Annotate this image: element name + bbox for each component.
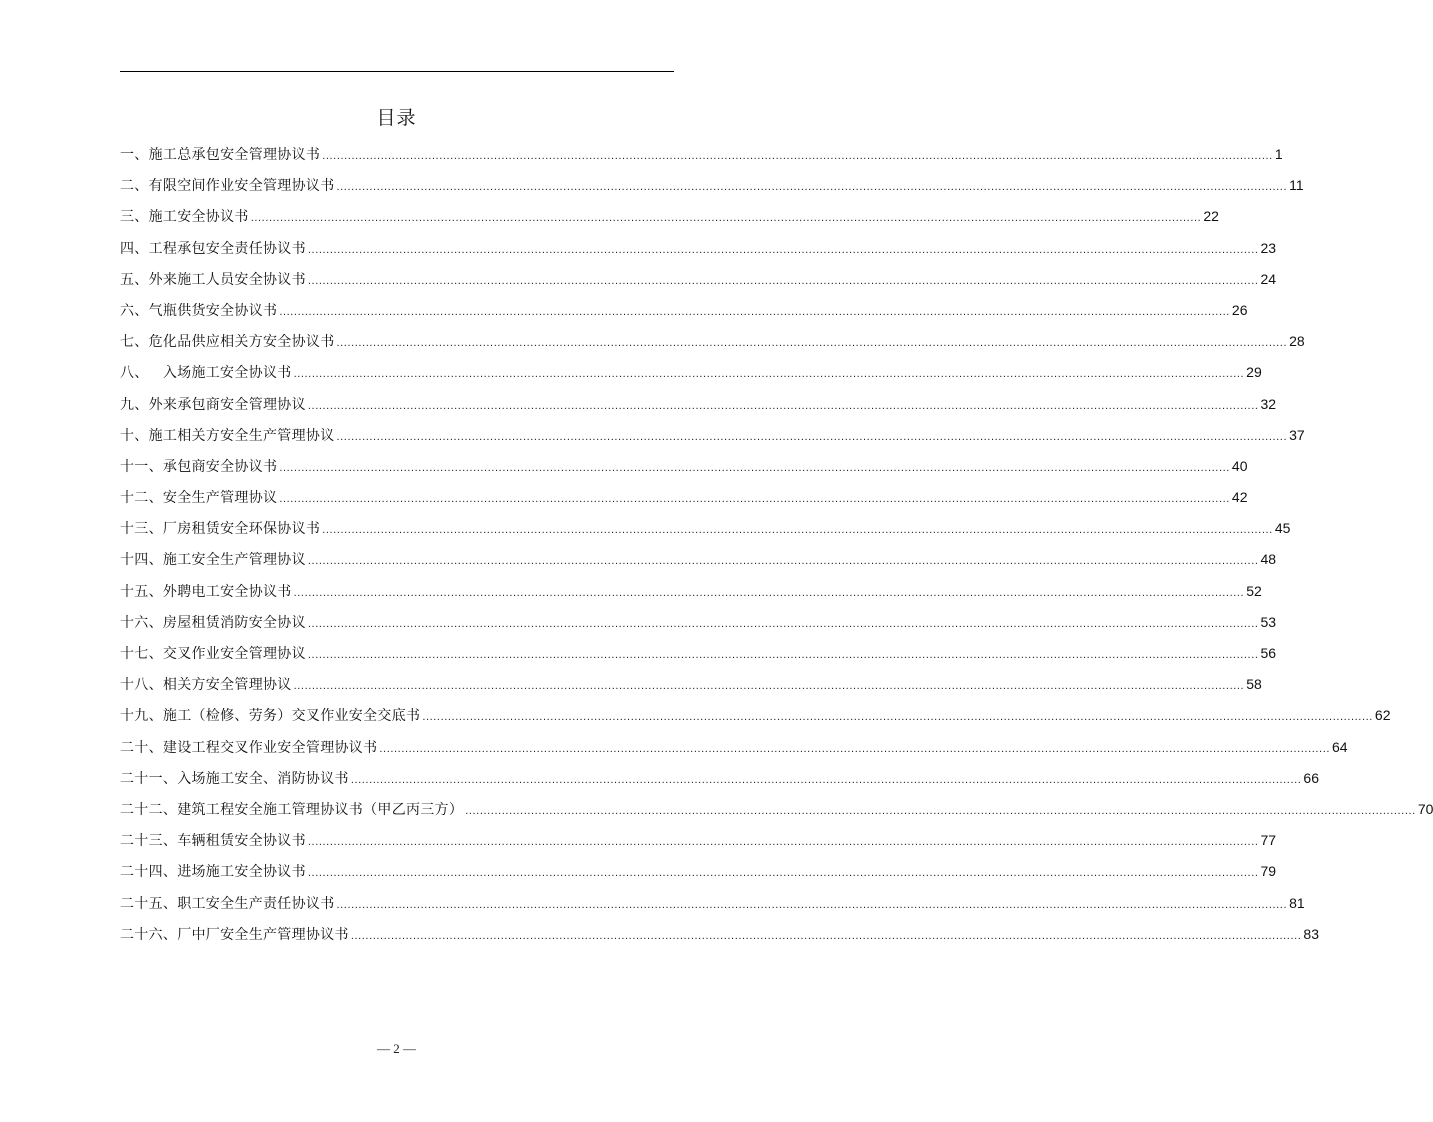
toc-entry-title: 二、有限空间作业安全管理协议书 [120,178,335,195]
toc-dot-leader: .................................................................................................................................................................................................................................................................... [336,430,1288,443]
toc-entry-page-number: 70 [1417,800,1433,817]
toc-entry-title: 二十六、厂中厂安全生产管理协议书 [120,926,349,943]
toc-entry[interactable] [120,486,1248,517]
toc-entry-page-number: 79 [1260,863,1277,880]
toc-entry[interactable] [120,393,1277,424]
page-title: 目录 [376,107,417,129]
table-of-contents [120,143,1433,954]
toc-entry-title: 一、施工总承包安全管理协议书 [120,147,321,163]
toc-entry[interactable] [120,299,1248,330]
toc-entry[interactable] [120,143,1283,174]
toc-entry-title: 十九、施工（检修、劳务）交叉作业安全交底书 [120,708,421,725]
toc-entry-page-number: 29 [1246,364,1262,381]
toc-entry-page-number: 62 [1374,707,1391,724]
toc-entry-page-number: 11 [1289,177,1304,194]
toc-entry-page-number: 32 [1260,395,1277,412]
toc-dot-leader: .................................................................................................................................................................................................................................................................... [279,461,1230,474]
toc-entry-page-number: 40 [1231,457,1248,474]
toc-entry-page-number: 77 [1260,832,1277,849]
toc-entry-title: 十五、外聘电工安全协议书 [120,583,292,600]
toc-entry[interactable] [120,860,1277,891]
toc-entry-page-number: 26 [1231,301,1248,318]
toc-entry[interactable] [120,673,1262,704]
header-rule [120,71,674,72]
toc-entry-title: 二十四、进场施工安全协议书 [120,864,306,881]
toc-entry-page-number: 64 [1332,738,1348,755]
toc-entry-page-number: 53 [1260,613,1277,630]
toc-dot-leader: .................................................................................................................................................................................................................................................................... [307,649,1259,661]
toc-dot-leader: .................................................................................................................................................................................................................................................................... [465,804,1416,817]
toc-dot-leader: .................................................................................................................................................................................................................................................................... [307,867,1259,880]
toc-entry-page-number: 48 [1260,551,1277,568]
toc-entry-title: 四、工程承包安全责任协议书 [120,240,306,257]
toc-entry-page-number: 24 [1260,270,1277,287]
toc-dot-leader: .................................................................................................................................................................................................................................................................... [379,742,1331,755]
toc-entry-title: 十一、承包商安全协议书 [120,458,278,475]
toc-entry-title: 十八、相关方安全管理协议 [120,677,292,694]
toc-entry[interactable] [120,798,1433,829]
toc-dot-leader: .................................................................................................................................................................................................................................................................... [250,212,1202,225]
toc-entry[interactable] [120,580,1262,611]
toc-dot-leader: .................................................................................................................................................................................................................................................................... [336,181,1288,194]
toc-entry-title: 十四、施工安全生产管理协议 [120,552,306,569]
toc-entry[interactable] [120,829,1277,860]
toc-dot-leader: .................................................................................................................................................................................................................................................................... [336,337,1288,350]
toc-entry-title: 二十五、职工安全生产责任协议书 [120,895,335,912]
toc-dot-leader: .................................................................................................................................................................................................................................................................... [307,836,1259,849]
toc-entry[interactable] [120,704,1391,735]
toc-dot-leader: .................................................................................................................................................................................................................................................................... [307,617,1259,630]
toc-entry-title: 九、外来承包商安全管理协议 [120,396,306,413]
toc-dot-leader: .................................................................................................................................................................................................................................................................... [350,773,1302,786]
toc-entry[interactable] [120,517,1291,548]
toc-dot-leader: .................................................................................................................................................................................................................................................................... [350,929,1302,942]
toc-entry-page-number: 22 [1203,208,1219,225]
toc-entry-page-number: 23 [1260,239,1277,256]
toc-entry-title: 二十三、车辆租赁安全协议书 [120,833,306,850]
toc-entry[interactable] [120,548,1277,579]
toc-entry-title: 七、危化品供应相关方安全协议书 [120,334,335,351]
toc-entry[interactable] [120,361,1262,392]
toc-entry[interactable] [120,424,1305,455]
toc-entry[interactable] [120,642,1277,673]
toc-entry[interactable] [120,892,1305,923]
toc-entry-page-number: 52 [1246,582,1262,599]
toc-dot-leader: .................................................................................................................................................................................................................................................................... [279,305,1230,318]
toc-entry-page-number: 42 [1231,489,1248,506]
toc-dot-leader: .................................................................................................................................................................................................................................................................... [307,274,1259,287]
toc-entry-title: 十三、厂房租赁安全环保协议书 [120,521,321,538]
toc-entry-title: 八、 入场施工安全协议书 [120,365,292,382]
toc-entry-page-number: 58 [1246,676,1262,693]
toc-entry[interactable] [120,174,1304,205]
toc-entry-title: 十、施工相关方安全生产管理协议 [120,427,335,444]
toc-entry-title: 六、气瓶供货安全协议书 [120,302,278,319]
toc-dot-leader: .................................................................................................................................................................................................................................................................... [322,150,1273,162]
toc-entry[interactable] [120,455,1248,486]
toc-dot-leader: .................................................................................................................................................................................................................................................................... [336,898,1288,911]
toc-entry-title: 十六、房屋租赁消防安全协议 [120,614,306,631]
toc-entry-page-number: 37 [1289,426,1305,443]
toc-dot-leader: .................................................................................................................................................................................................................................................................... [293,368,1245,381]
toc-entry-title: 二十一、入场施工安全、消防协议书 [120,770,349,787]
toc-entry[interactable] [120,767,1319,798]
toc-dot-leader: .................................................................................................................................................................................................................................................................... [422,711,1373,724]
toc-entry-title: 二十、建设工程交叉作业安全管理协议书 [120,739,378,756]
toc-entry[interactable] [120,611,1277,642]
toc-entry[interactable] [120,268,1277,299]
toc-entry-page-number: 66 [1303,769,1319,786]
toc-entry-title: 二十二、建筑工程安全施工管理协议书（甲乙丙三方） [120,801,464,818]
toc-entry-title: 三、施工安全协议书 [120,209,249,226]
toc-dot-leader: .................................................................................................................................................................................................................................................................... [307,555,1259,568]
toc-entry[interactable] [120,205,1219,236]
toc-entry-page-number: 45 [1274,520,1291,537]
toc-dot-leader: .................................................................................................................................................................................................................................................................... [293,680,1245,693]
toc-entry-page-number: 81 [1289,894,1305,911]
toc-dot-leader: .................................................................................................................................................................................................................................................................... [307,399,1259,412]
toc-entry[interactable] [120,237,1277,268]
toc-entry-page-number: 1 [1274,146,1283,162]
page-number-footer: — 2 — [377,1041,416,1056]
toc-entry-page-number: 28 [1289,333,1305,350]
toc-entry-page-number: 83 [1303,925,1319,942]
toc-entry-title: 十七、交叉作业安全管理协议 [120,646,306,662]
toc-dot-leader: .................................................................................................................................................................................................................................................................... [293,586,1245,599]
toc-dot-leader: .................................................................................................................................................................................................................................................................... [322,524,1273,537]
toc-entry-page-number: 56 [1260,645,1277,661]
toc-entry[interactable] [120,923,1319,954]
toc-entry-title: 五、外来施工人员安全协议书 [120,271,306,288]
toc-entry[interactable] [120,736,1348,767]
toc-entry-title: 十二、安全生产管理协议 [120,490,278,507]
toc-dot-leader: .................................................................................................................................................................................................................................................................... [307,243,1259,256]
toc-dot-leader: .................................................................................................................................................................................................................................................................... [279,493,1230,506]
toc-entry[interactable] [120,330,1305,361]
